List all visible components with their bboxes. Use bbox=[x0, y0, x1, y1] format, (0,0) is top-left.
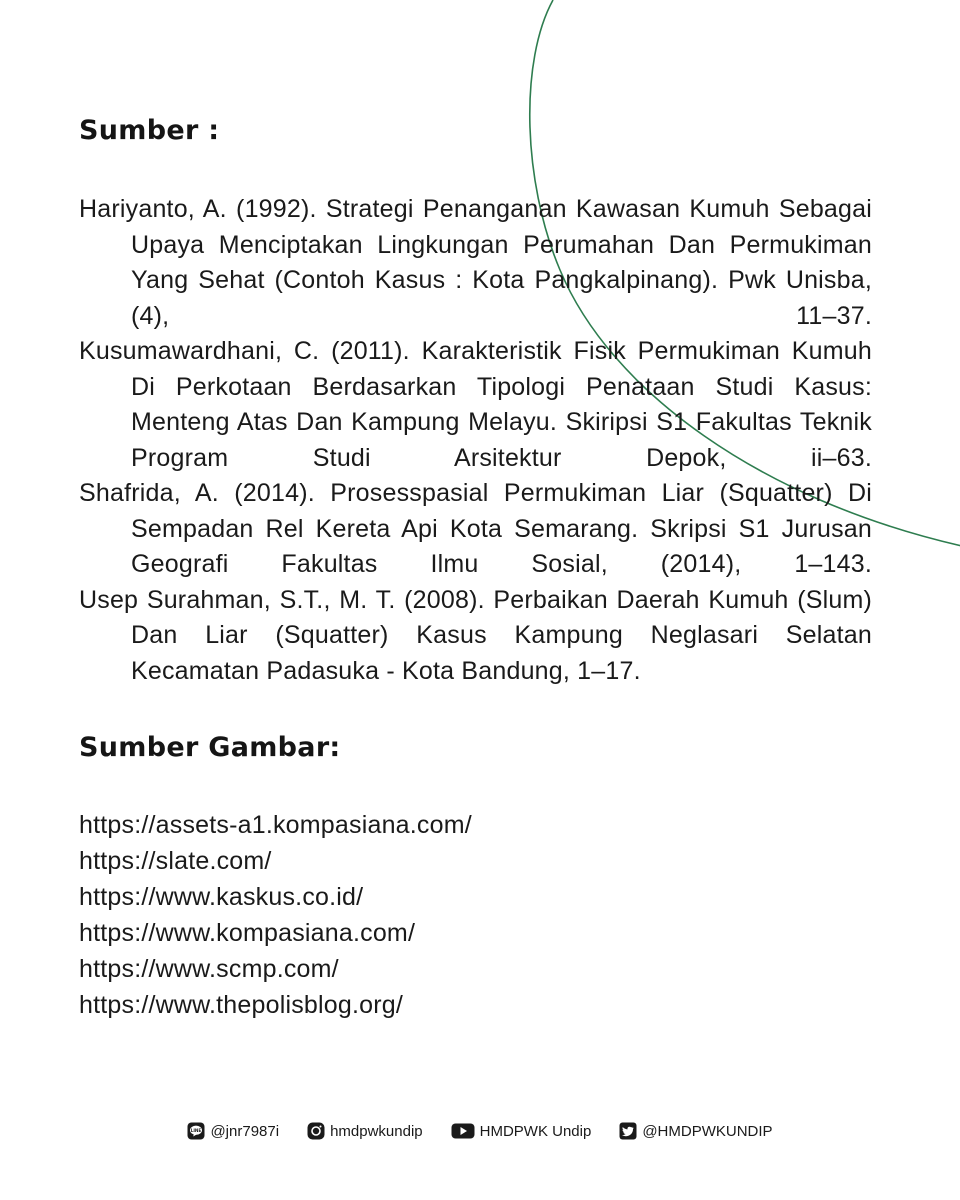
twitter-handle: @HMDPWKUNDIP bbox=[642, 1122, 773, 1140]
social-twitter[interactable] bbox=[619, 1122, 772, 1140]
svg-text:LINE: LINE bbox=[191, 1128, 202, 1133]
image-source-link[interactable]: https://slate.com/ bbox=[79, 847, 272, 875]
instagram-icon bbox=[307, 1122, 325, 1140]
social-line[interactable] bbox=[187, 1122, 279, 1140]
image-source-link[interactable]: https://www.kaskus.co.id/ bbox=[79, 883, 364, 911]
social-instagram[interactable] bbox=[307, 1122, 423, 1140]
main-content bbox=[79, 108, 872, 1023]
reference-item: Usep Surahman, S.T., M. T. (2008). Perbaikan Daerah Kumuh (Slum) Dan Liar (Squatter) Kasus Kampung Neglasari Selatan Kecamatan Padasuka - Kota Bandung, 1–17. bbox=[79, 585, 872, 685]
reference-item: Hariyanto, A. (1992). Strategi Penanganan Kawasan Kumuh Sebagai Upaya Menciptakan Lingkungan Perumahan Dan Permukiman Yang Sehat (Contoh Kasus : Kota Pangkalpinang). Pwk Unisba, (4), 11–37. bbox=[79, 195, 872, 330]
reference-item: Kusumawardhani, C. (2011). Karakteristik Fisik Permukiman Kumuh Di Perkotaan Berdasarkan Tipologi Penataan Studi Kasus: Menteng Atas Dan Kampung Melayu. Skiripsi S1 Fakultas Teknik Program Studi Arsitektur Depok, ii–63. bbox=[79, 337, 872, 472]
reference-item: Shafrida, A. (2014). Prosesspasial Permukiman Liar (Squatter) Di Sempadan Rel Kereta Api Kota Semarang. Skripsi S1 Jurusan Geografi Fakultas Ilmu Sosial, (2014), 1–143. bbox=[79, 479, 872, 578]
image-source-link[interactable]: https://assets-a1.kompasiana.com/ bbox=[79, 811, 472, 839]
youtube-handle: HMDPWK Undip bbox=[479, 1122, 592, 1140]
image-source-link[interactable]: https://www.thepolisblog.org/ bbox=[79, 991, 404, 1019]
line-icon bbox=[187, 1122, 205, 1140]
youtube-icon bbox=[451, 1122, 475, 1140]
twitter-icon bbox=[619, 1122, 637, 1140]
image-source-list bbox=[79, 807, 872, 1023]
image-sources-heading: Sumber Gambar: bbox=[79, 732, 341, 763]
reference-list bbox=[79, 192, 872, 689]
sources-heading: Sumber : bbox=[79, 115, 220, 146]
social-youtube[interactable] bbox=[451, 1122, 592, 1140]
image-source-link[interactable]: https://www.kompasiana.com/ bbox=[79, 919, 416, 947]
image-source-link[interactable]: https://www.scmp.com/ bbox=[79, 955, 339, 983]
instagram-handle: hmdpwkundip bbox=[330, 1122, 423, 1140]
social-footer bbox=[0, 1122, 960, 1140]
line-handle: @jnr7987i bbox=[210, 1122, 280, 1140]
